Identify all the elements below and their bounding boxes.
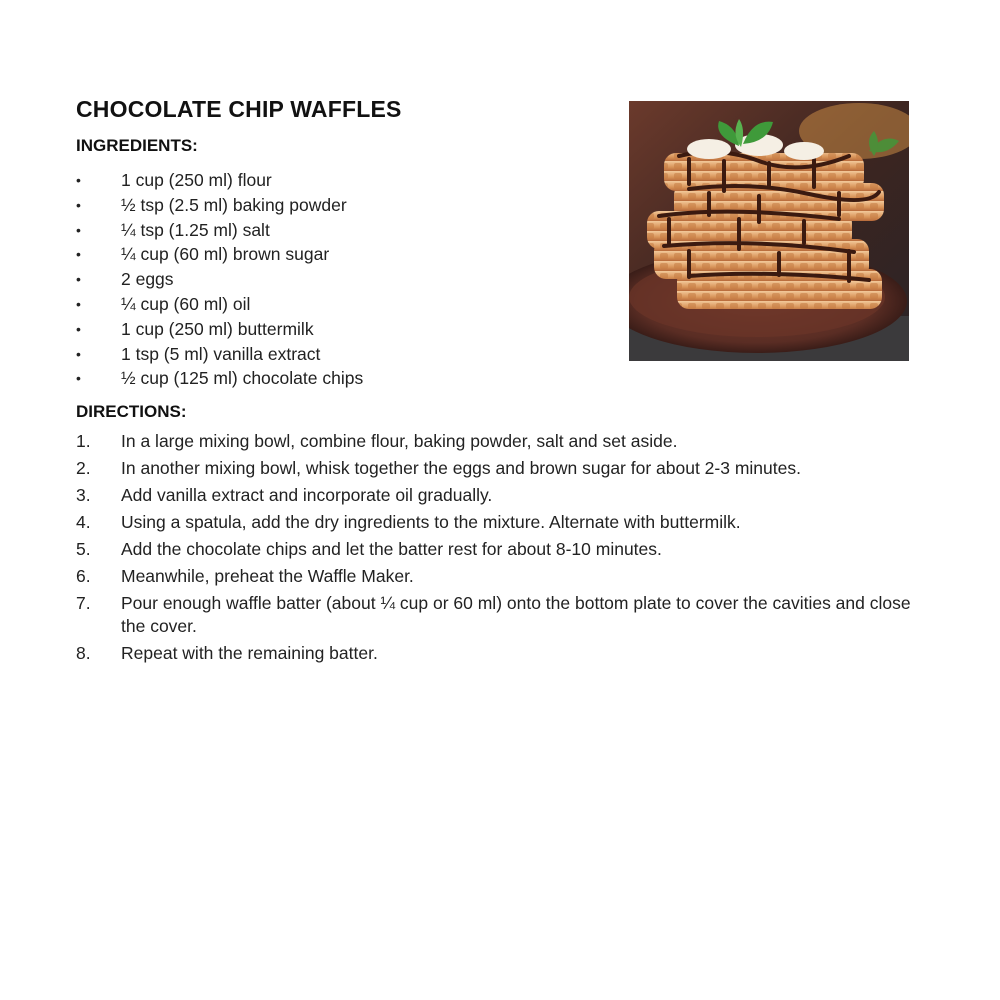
ingredient-item: [76, 366, 596, 391]
banana-slice: [784, 142, 824, 160]
direction-step: [76, 430, 926, 453]
ingredient-item: [76, 168, 596, 193]
ingredient-text: ¼ tsp (1.25 ml) salt: [121, 219, 270, 240]
step-number: 7.: [76, 593, 91, 613]
bullet-icon: •: [76, 345, 81, 362]
ingredient-text: ¼ cup (60 ml) oil: [121, 293, 251, 314]
directions-list: [76, 430, 926, 669]
step-number: 3.: [76, 485, 91, 505]
bullet-icon: •: [76, 271, 81, 288]
ingredient-text: ½ tsp (2.5 ml) baking powder: [121, 194, 347, 215]
ingredient-text: ¼ cup (60 ml) brown sugar: [121, 244, 330, 265]
step-number: 1.: [76, 431, 91, 451]
step-text: In a large mixing bowl, combine flour, baking powder, salt and set aside.: [121, 431, 678, 451]
direction-step: [76, 457, 926, 480]
ingredient-text: 1 tsp (5 ml) vanilla extract: [121, 343, 321, 364]
bullet-icon: •: [76, 295, 81, 312]
bullet-icon: •: [76, 320, 81, 337]
ingredient-item: [76, 267, 596, 292]
step-number: 5.: [76, 539, 91, 559]
ingredient-item: [76, 218, 596, 243]
ingredient-item: [76, 242, 596, 267]
recipe-title: CHOCOLATE CHIP WAFFLES: [76, 96, 402, 122]
waffle-photo: [629, 101, 909, 361]
ingredient-text: 1 cup (250 ml) buttermilk: [121, 318, 314, 339]
ingredient-item: [76, 342, 596, 367]
direction-step: [76, 511, 926, 534]
step-text: In another mixing bowl, whisk together the eggs and brown sugar for about 2-3 minutes.: [121, 458, 801, 478]
direction-step: [76, 538, 926, 561]
ingredient-text: ½ cup (125 ml) chocolate chips: [121, 368, 364, 389]
bullet-icon: •: [76, 221, 81, 238]
step-text: Add the chocolate chips and let the batter rest for about 8-10 minutes.: [121, 539, 662, 559]
step-text: Repeat with the remaining batter.: [121, 643, 378, 663]
ingredient-item: [76, 292, 596, 317]
step-number: 6.: [76, 566, 91, 586]
directions-heading: DIRECTIONS:: [76, 402, 187, 421]
bullet-icon: •: [76, 172, 81, 188]
step-text: Meanwhile, preheat the Waffle Maker.: [121, 566, 414, 586]
ingredient-item: [76, 193, 596, 218]
step-number: 2.: [76, 458, 91, 478]
direction-step: [76, 484, 926, 507]
ingredient-text: 2 eggs: [121, 269, 174, 290]
direction-step: [76, 592, 926, 638]
ingredient-item: [76, 317, 596, 342]
step-text: Add vanilla extract and incorporate oil gradually.: [121, 485, 493, 505]
bullet-icon: •: [76, 196, 81, 213]
direction-step: [76, 565, 926, 588]
ingredients-heading: INGREDIENTS:: [76, 136, 198, 155]
step-text: Using a spatula, add the dry ingredients to the mixture. Alternate with buttermilk.: [121, 512, 741, 532]
waffle-stack-illustration: [629, 101, 909, 361]
ingredients-list: [76, 168, 596, 391]
bullet-icon: •: [76, 370, 81, 387]
step-number: 4.: [76, 512, 91, 532]
step-text: Pour enough waffle batter (about ¼ cup or 60 ml) onto the bottom plate to cover the cavities and close the cover.: [121, 593, 911, 636]
ingredient-text: 1 cup (250 ml) flour: [121, 170, 272, 190]
banana-slice: [687, 139, 731, 159]
direction-step: [76, 642, 926, 665]
step-number: 8.: [76, 643, 91, 663]
bullet-icon: •: [76, 246, 81, 263]
